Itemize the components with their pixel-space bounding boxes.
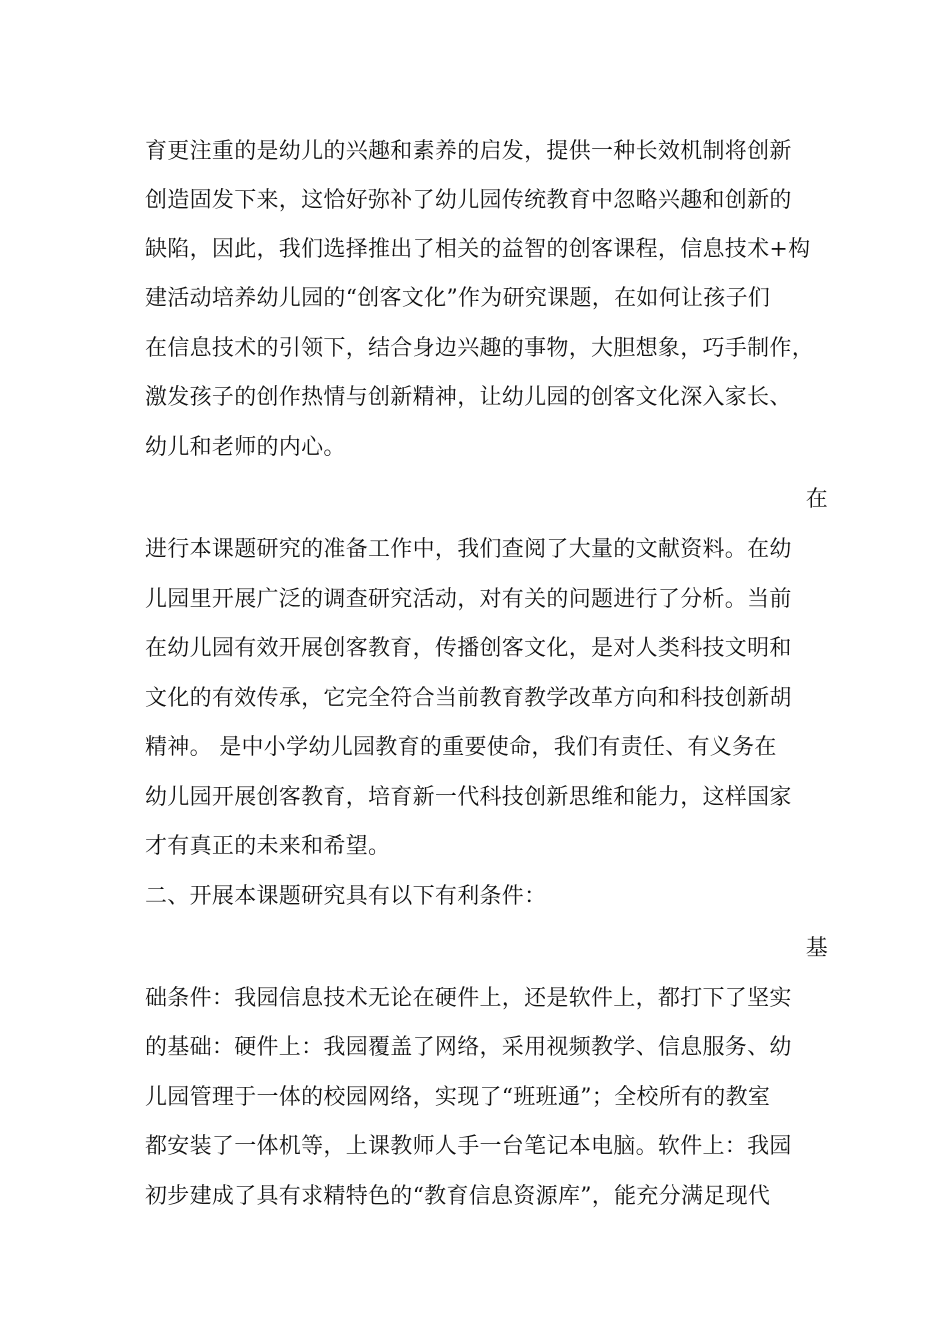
text-line: 儿园管理于一体的校园网络，实现了“班班通”；全校所有的教室 (145, 1085, 771, 1110)
text-line: 才有真正的未来和希望。 (145, 834, 391, 859)
text-line: 进行本课题研究的准备工作中，我们查阅了大量的文献资料。在幼 (145, 537, 792, 562)
text-line-right: 基 (805, 936, 828, 961)
text-line: 的基础：硬件上：我园覆盖了网络，采用视频教学、信息服务、幼 (145, 1035, 792, 1060)
text-line: 创造固发下来，这恰好弥补了幼儿园传统教育中忽略兴趣和创新的 (145, 188, 792, 213)
text-line: 幼儿和老师的内心。 (145, 435, 346, 460)
text-line: 在信息技术的引领下，结合身边兴趣的事物，大胆想象，巧手制作， (145, 336, 815, 361)
text-line: 育更注重的是幼儿的兴趣和素养的启发，提供一种长效机制将创新 (145, 139, 792, 164)
text-line: 缺陷，因此，我们选择推出了相关的益智的创客课程，信息技术+构 (145, 237, 811, 262)
text-line: 文化的有效传承，它完全符合当前教育教学改革方向和科技创新胡 (145, 686, 792, 711)
text-line: 激发孩子的创作热情与创新精神，让幼儿园的创客文化深入家长、 (145, 385, 792, 410)
section-heading: 二、开展本课题研究具有以下有利条件： (145, 884, 547, 909)
text-line: 础条件：我园信息技术无论在硬件上，还是软件上，都打下了坚实 (145, 986, 792, 1011)
text-line: 初步建成了具有求精特色的“教育信息资源库”，能充分满足现代 (145, 1184, 771, 1209)
text-line: 精神。 是中小学幼儿园教育的重要使命，我们有责任、有义务在 (145, 735, 777, 760)
text-line: 建活动培养幼儿园的“创客文化”作为研究课题，在如何让孩子们 (145, 286, 771, 311)
text-line: 在幼儿园有效开展创客教育，传播创客文化，是对人类科技文明和 (145, 636, 792, 661)
text-line: 幼儿园开展创客教育，培育新一代科技创新思维和能力，这样国家 (145, 785, 792, 810)
text-line: 儿园里开展广泛的调查研究活动，对有关的问题进行了分析。当前 (145, 587, 792, 612)
text-line: 都安装了一体机等，上课教师人手一台笔记本电脑。软件上：我园 (145, 1134, 792, 1159)
text-line-right: 在 (805, 487, 828, 512)
